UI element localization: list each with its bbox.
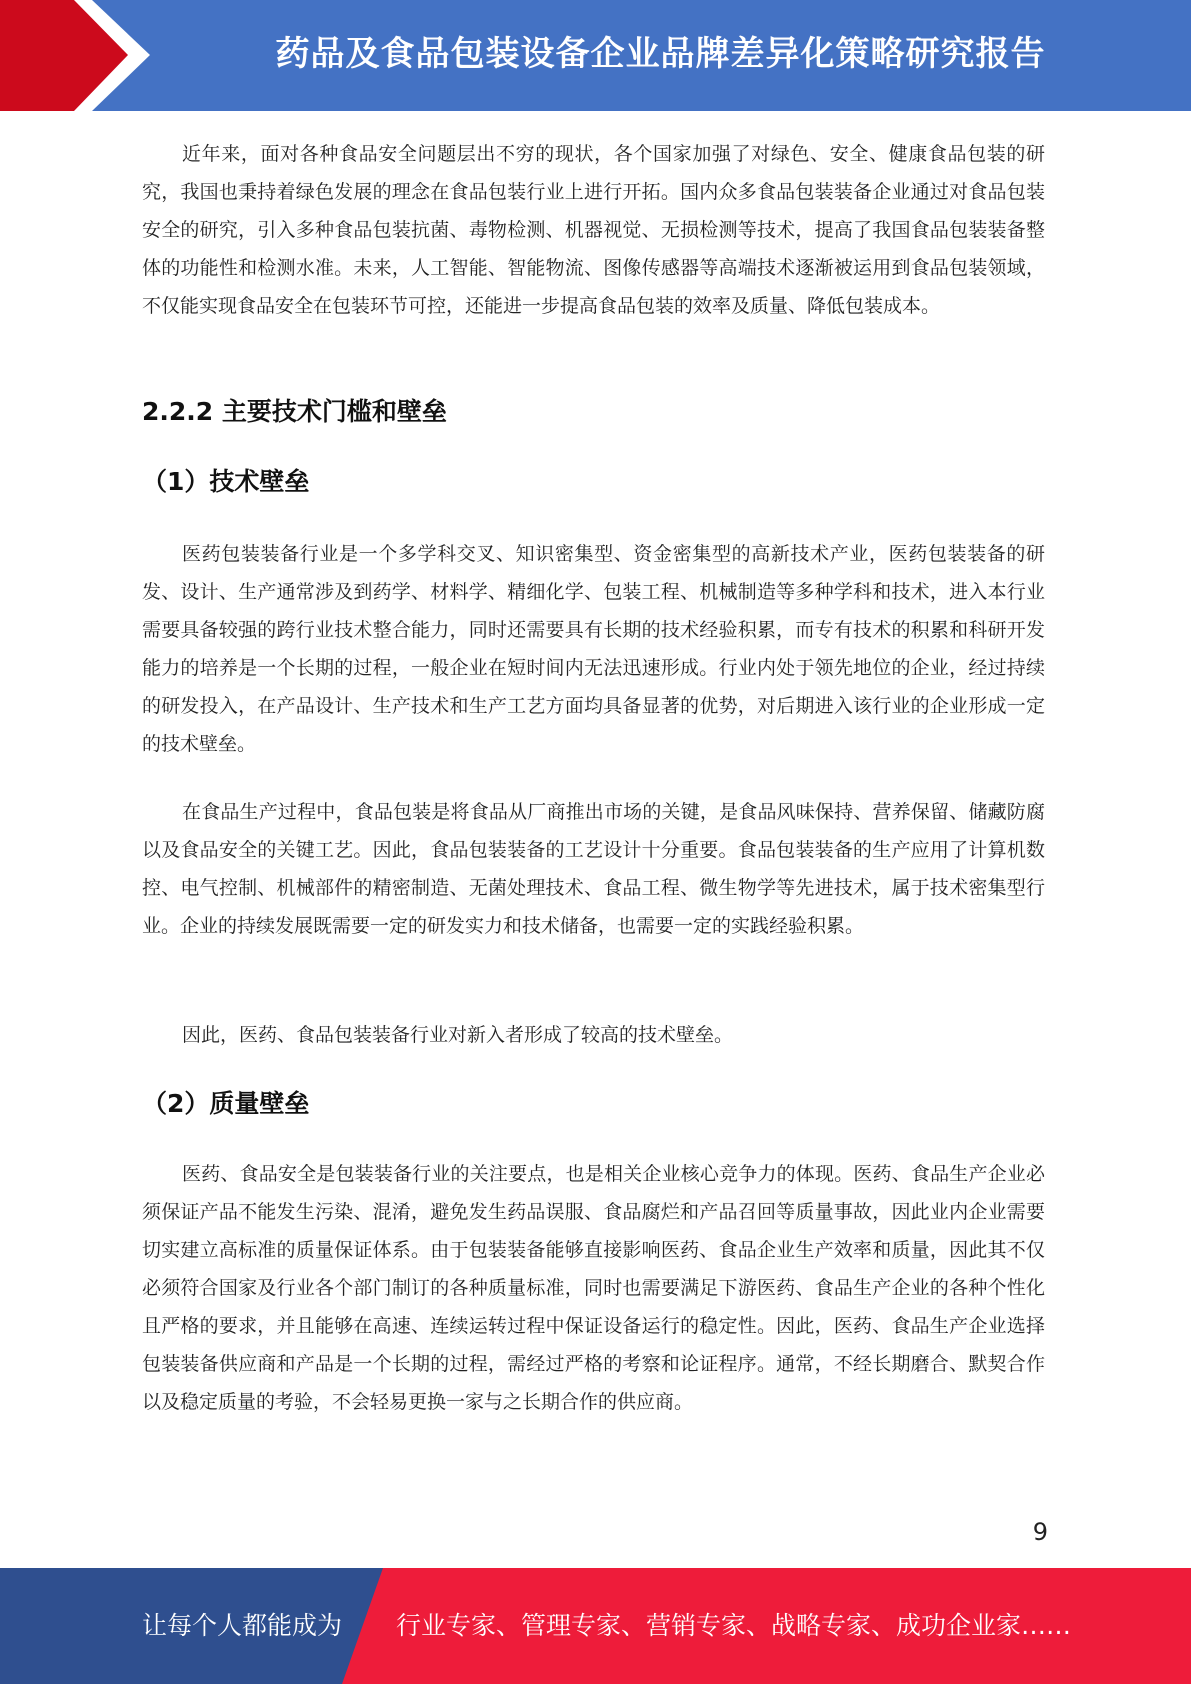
- tech-barrier-paragraph-2: 在食品生产过程中，食品包装是将食品从厂商推出市场的关键，是食品风味保持、营养保留、储藏防腐以及食品安全的关键工艺。因此，食品包装装备的工艺设计十分重要。食品包装装备的生产应用了计算机数控、电气控制、机械部件的精密制造、无菌处理技术、食品工程、微生物学等先进技术，属于技术密集型行业。企业的持续发展既需要一定的研发实力和技术储备，也需要一定的实践经验积累。: [142, 801, 1045, 937]
- page-number: 9: [1032, 1518, 1048, 1546]
- sub1-para2-block: [142, 793, 1045, 945]
- footer-slogan-left: 让每个人都能成为: [142, 1611, 343, 1640]
- subsection-heading-quality-barrier: （2）质量壁垒: [142, 1089, 310, 1118]
- page-header: [0, 0, 1191, 111]
- page-footer: [0, 1568, 1191, 1684]
- section-heading-block: [142, 392, 1045, 428]
- quality-barrier-paragraph: 医药、食品安全是包装装备行业的关注要点，也是相关企业核心竞争力的体现。医药、食品生产企业必须保证产品不能发生污染、混淆，避免发生药品误服、食品腐烂和产品召回等质量事故，因此业内企业需要切实建立高标准的质量保证体系。由于包装装备能够直接影响医药、食品企业生产效率和质量，因此其不仅必须符合国家及行业各个部门制订的各种质量标准，同时也需要满足下游医药、食品生产企业的各种个性化且严格的要求，并且能够在高速、连续运转过程中保证设备运行的稳定性。因此，医药、食品生产企业选择包装装备供应商和产品是一个长期的过程，需经过严格的考察和论证程序。通常，不经长期磨合、默契合作以及稳定质量的考验，不会轻易更换一家与之长期合作的供应商。: [142, 1163, 1045, 1413]
- sub2-heading-block: [142, 1084, 1045, 1120]
- intro-paragraph: 近年来，面对各种食品安全问题层出不穷的现状，各个国家加强了对绿色、安全、健康食品包装的研究，我国也秉持着绿色发展的理念在食品包装行业上进行开拓。国内众多食品包装装备企业通过对食品包装安全的研究，引入多种食品包装抗菌、毒物检测、机器视觉、无损检测等技术，提高了我国食品包装装备整体的功能性和检测水准。未来，人工智能、智能物流、图像传感器等高端技术逐渐被运用到食品包装领域，不仅能实现食品安全在包装环节可控，还能进一步提高食品包装的效率及质量、降低包装成本。: [142, 143, 1045, 317]
- sub1-heading-block: [142, 462, 1045, 498]
- sub1-para3-block: [142, 1016, 1045, 1054]
- footer-slogan-right: 行业专家、管理专家、营销专家、战略专家、成功企业家……: [396, 1611, 1072, 1640]
- intro-block: [142, 135, 1045, 325]
- tech-barrier-paragraph-1: 医药包装装备行业是一个多学科交叉、知识密集型、资金密集型的高新技术产业，医药包装装备的研发、设计、生产通常涉及到药学、材料学、精细化学、包装工程、机械制造等多种学科和技术，进入本行业需要具备较强的跨行业技术整合能力，同时还需要具有长期的技术经验积累，而专有技术的积累和科研开发能力的培养是一个长期的过程，一般企业在短时间内无法迅速形成。行业内处于领先地位的企业，经过持续的研发投入，在产品设计、生产技术和生产工艺方面均具备显著的优势，对后期进入该行业的企业形成一定的技术壁垒。: [142, 543, 1045, 755]
- section-heading: 2.2.2 主要技术门槛和壁垒: [142, 397, 447, 426]
- subsection-heading-tech-barrier: （1）技术壁垒: [142, 467, 310, 496]
- tech-barrier-paragraph-3: 因此，医药、食品包装装备行业对新入者形成了较高的技术壁垒。: [182, 1024, 734, 1046]
- report-title: 药品及食品包装设备企业品牌差异化策略研究报告: [275, 34, 1046, 74]
- sub2-para1-block: [142, 1155, 1045, 1421]
- sub1-para1-block: [142, 535, 1045, 763]
